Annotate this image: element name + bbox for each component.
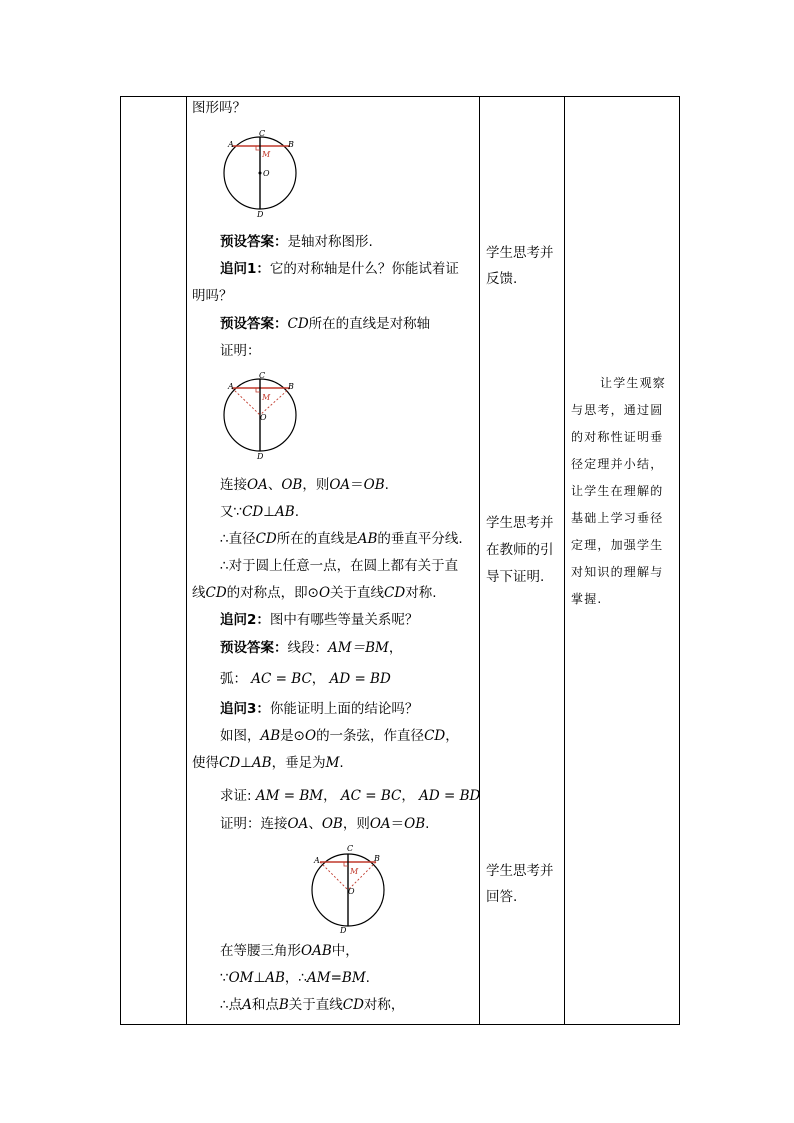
student-activity: 学生思考并: [486, 863, 554, 879]
student-activity: 反馈.: [486, 271, 518, 287]
circle-figure-2: [218, 370, 308, 462]
design-note: 与思考，通过圆: [571, 403, 664, 417]
text-line: ∵OM⊥AB，∴AM=BM.: [220, 970, 370, 986]
text-line: 线CD的对称点，即⊙O关于直线CD对称.: [192, 585, 437, 601]
student-activity: 在教师的引: [486, 542, 554, 558]
design-note: 让学生观察: [600, 376, 667, 390]
prove-line: 求证: AM = BM， AC = BC， AD = BD: [220, 788, 481, 804]
text-line: 预设答案：是轴对称图形.: [220, 234, 373, 250]
label-D: D: [257, 452, 264, 461]
design-note: 定理，加强学生: [571, 538, 664, 552]
text-line: 证明：连接OA、OB，则OA＝OB.: [220, 816, 430, 832]
label-D: D: [340, 926, 347, 935]
arc-equation-line: 弧： AC = BC， AD = BD: [220, 671, 391, 687]
student-activity: 学生思考并: [486, 245, 554, 261]
design-note: 基础上学习垂径: [571, 511, 664, 525]
text-line: ∴直径CD所在的直线是AB的垂直平分线.: [220, 531, 463, 547]
label-O: O: [263, 169, 270, 178]
text-line: 追问1：它的对称轴是什么？你能试着证: [220, 261, 459, 277]
label-A: A: [314, 856, 320, 865]
column-divider: [479, 97, 480, 1024]
label-C: C: [347, 844, 354, 853]
text-line: 追问3：你能证明上面的结论吗？: [220, 701, 419, 717]
circle-figure-3: [306, 840, 398, 936]
label-M: M: [262, 150, 271, 159]
text-line: 在等腰三角形OAB中，: [220, 943, 359, 959]
label-O: O: [260, 413, 267, 422]
circle-figure-1: [218, 128, 308, 220]
text-line: 明吗？: [192, 288, 233, 304]
label-C: C: [259, 129, 266, 138]
text-line: ∴对于圆上任意一点，在圆上都有关于直: [220, 558, 459, 574]
text-line: 预设答案：CD所在的直线是对称轴: [220, 316, 431, 332]
column-divider: [186, 97, 187, 1024]
label-B: B: [374, 854, 380, 863]
label-C: C: [259, 371, 266, 380]
text-line: 预设答案：线段：AM＝BM，: [220, 640, 403, 656]
design-note: 让学生在理解的: [571, 484, 664, 498]
text-line: 证明：: [220, 343, 261, 359]
text-line: 图形吗？: [192, 100, 246, 116]
label-O: O: [348, 887, 355, 896]
design-note: 对知识的理解与: [571, 565, 664, 579]
text-line: 如图，AB是⊙O的一条弦，作直径CD，: [220, 728, 459, 744]
design-note: 径定理并小结，: [571, 457, 664, 471]
text-line: 追问2：图中有哪些等量关系呢？: [220, 612, 419, 628]
text-line: 使得CD⊥AB，垂足为M.: [192, 755, 344, 771]
label-B: B: [288, 382, 294, 391]
label-A: A: [228, 382, 234, 391]
column-divider: [564, 97, 565, 1024]
text-line: 连接OA、OB，则OA＝OB.: [220, 477, 389, 493]
text-line: 又∵CD⊥AB.: [220, 504, 299, 520]
student-activity: 导下证明.: [486, 569, 545, 585]
student-activity: 回答.: [486, 889, 518, 905]
text-line: ∴点A和点B关于直线CD对称，: [220, 997, 405, 1013]
label-B: B: [288, 140, 294, 149]
label-A: A: [228, 140, 234, 149]
label-M: M: [350, 867, 359, 876]
label-M: M: [262, 393, 271, 402]
design-note: 的对称性证明垂: [571, 430, 664, 444]
label-D: D: [257, 210, 264, 219]
student-activity: 学生思考并: [486, 515, 554, 531]
design-note: 掌握.: [571, 592, 603, 606]
